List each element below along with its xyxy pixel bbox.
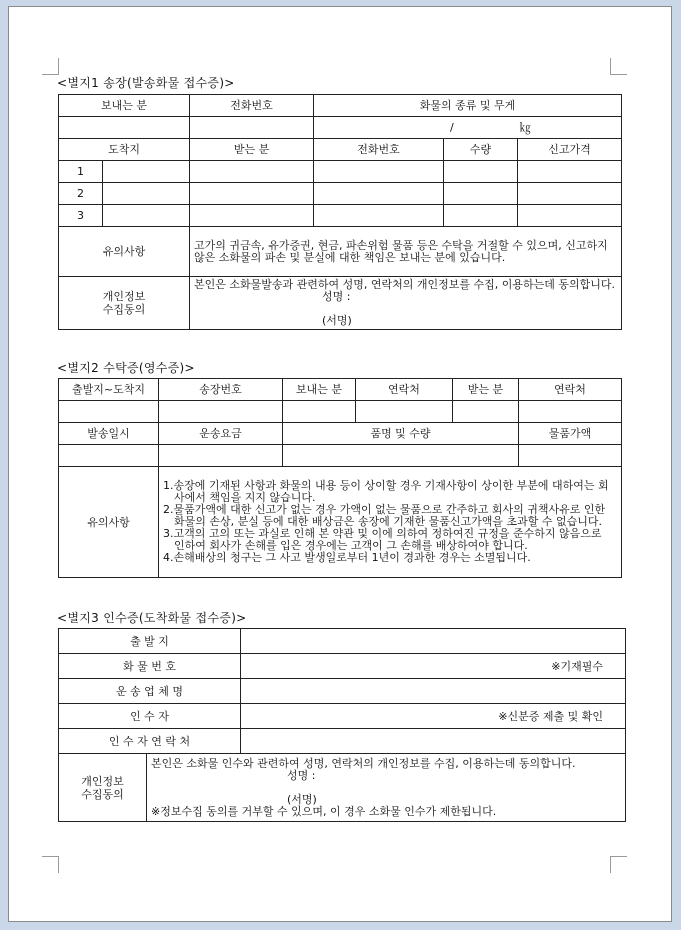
value-cell[interactable] [519, 445, 622, 467]
sign-seal-label: (서명) [322, 314, 352, 327]
phone-cell[interactable] [314, 205, 444, 227]
invoice-cell[interactable] [159, 401, 283, 423]
weight-slash: / [450, 121, 454, 134]
receiver-cell[interactable] [190, 183, 314, 205]
origin-cell[interactable] [241, 629, 626, 654]
goods-weight-cell[interactable] [314, 117, 622, 139]
notice-item-1: 1.송장에 기재된 사항과 화물의 내용 등이 상이할 경우 기재사항이 상이한 부분에 대하여는 회사에서 책임을 지지 않습니다. [163, 479, 609, 504]
fee-cell[interactable] [159, 445, 283, 467]
cargo-number-note: ※기재필수 [551, 659, 603, 673]
row-number: 1 [59, 161, 103, 183]
phone-cell[interactable] [314, 183, 444, 205]
header-contact2: 연락처 [519, 379, 622, 401]
phone-cell[interactable] [190, 117, 314, 139]
form3-title: <별지3 인수증(도착화물 접수증)> [57, 611, 247, 625]
header-destination: 도착지 [59, 139, 190, 161]
margin-mark-bottom-right [610, 856, 627, 873]
recipient-cell[interactable] [241, 704, 626, 729]
margin-mark-top-left [42, 58, 59, 75]
form3-table [58, 628, 626, 822]
margin-mark-bottom-left [42, 856, 59, 873]
table-row [59, 183, 622, 205]
label-recipient-contact: 인 수 자 연 락 처 [59, 729, 241, 754]
table-row [59, 161, 622, 183]
phone-cell[interactable] [314, 161, 444, 183]
label-recipient: 인 수 자 [59, 704, 241, 729]
sign-name-label: 성명 : [287, 768, 316, 782]
notice-list-cell [159, 467, 622, 578]
header-quantity: 수량 [444, 139, 518, 161]
header-receiver: 받는 분 [453, 379, 519, 401]
label-origin: 출 발 지 [59, 629, 241, 654]
destination-cell[interactable] [103, 183, 190, 205]
form1-title: <별지1 송장(발송화물 접수증)> [57, 76, 235, 90]
price-cell[interactable] [518, 205, 622, 227]
header-goods: 화물의 종류 및 무게 [314, 95, 622, 117]
consent-label-line2: 수집동의 [81, 787, 124, 801]
signature-line [194, 291, 617, 327]
consent-text-cell [147, 754, 626, 822]
contact2-cell[interactable] [519, 401, 622, 423]
header-sender: 보내는 분 [59, 95, 190, 117]
header-route: 출발지~도착지 [59, 379, 159, 401]
margin-mark-top-right [610, 58, 627, 75]
row-number: 3 [59, 205, 103, 227]
contact-cell[interactable] [356, 401, 453, 423]
notice-item-4: 4.손해배상의 청구는 그 사고 발생일로부터 1년이 경과한 경우는 소멸됩니다. [163, 551, 531, 564]
consent-label [59, 277, 190, 330]
table-row [59, 205, 622, 227]
price-cell[interactable] [518, 183, 622, 205]
item-cell[interactable] [283, 445, 519, 467]
consent-text: 본인은 소화물 인수와 관련하여 성명, 연락처의 개인정보를 수집, 이용하는데 동의합니다. [151, 756, 576, 770]
quantity-cell[interactable] [444, 205, 518, 227]
label-cargo-number: 화 물 번 호 [59, 654, 241, 679]
sign-seal-label: (서명) [287, 792, 317, 806]
destination-cell[interactable] [103, 205, 190, 227]
cargo-number-cell[interactable] [241, 654, 626, 679]
header-date: 발송일시 [59, 423, 159, 445]
consent-label-line1: 개인정보 [81, 774, 124, 788]
consent-label-line2: 수집동의 [102, 303, 146, 316]
header-value: 물품가액 [519, 423, 622, 445]
header-fee: 운송요금 [159, 423, 283, 445]
notice-list [163, 480, 615, 564]
header-phone: 전화번호 [190, 95, 314, 117]
carrier-cell[interactable] [241, 679, 626, 704]
row-number: 2 [59, 183, 103, 205]
header-receiver: 받는 분 [190, 139, 314, 161]
header-phone2: 전화번호 [314, 139, 444, 161]
form1-table [58, 94, 622, 330]
quantity-cell[interactable] [444, 161, 518, 183]
consent-label-line1: 개인정보 [102, 290, 146, 303]
form2-table [58, 378, 622, 578]
header-item: 품명 및 수량 [283, 423, 519, 445]
weight-unit: ㎏ [519, 121, 531, 134]
form2-title-text: <별지2 수탁증(영수증)> [57, 361, 195, 375]
receiver-cell[interactable] [190, 205, 314, 227]
notice-item-3: 3.고객의 고의 또는 과실로 인해 본 약관 및 이에 의하여 정하여진 규정을 준수하지 않음으로 인하여 회사가 손해를 입은 경우에는 고객이 그 손해를 배상하여야 합니다. [163, 527, 602, 552]
sign-name-label: 성명 : [322, 290, 351, 303]
form2-title [57, 359, 195, 376]
receiver-cell[interactable] [190, 161, 314, 183]
consent-label [59, 754, 147, 822]
notice-label: 유의사항 [59, 467, 159, 578]
quantity-cell[interactable] [444, 183, 518, 205]
label-carrier: 운 송 업 체 명 [59, 679, 241, 704]
consent-text-cell [190, 277, 622, 330]
header-invoice: 송장번호 [159, 379, 283, 401]
header-declared-price: 신고가격 [518, 139, 622, 161]
notice-text: 고가의 귀금속, 유가증권, 현금, 파손위험 물품 등은 수탁을 거절할 수 있으며, 신고하지 않은 소화물의 파손 및 분실에 대한 책임은 보내는 분에 있습니다. [190, 227, 622, 277]
notice-item-2: 2.물품가액에 대한 신고가 없는 경우 가액이 없는 물품으로 간주하고 회사의 귀책사유로 인한 화물의 손상, 분실 등에 대한 배상금은 송장에 기재한 물품신고가액을 초과할 수 없습니다. [163, 503, 606, 528]
recipient-note: ※신분증 제출 및 확인 [498, 709, 603, 723]
header-contact: 연락처 [356, 379, 453, 401]
signature-line [151, 770, 621, 806]
receiver-cell[interactable] [453, 401, 519, 423]
date-cell[interactable] [59, 445, 159, 467]
sender-cell[interactable] [283, 401, 356, 423]
destination-cell[interactable] [103, 161, 190, 183]
sender-cell[interactable] [59, 117, 190, 139]
route-cell[interactable] [59, 401, 159, 423]
consent-text: 본인은 소화물발송과 관련하여 성명, 연락처의 개인정보를 수집, 이용하는데 동의합니다. [194, 278, 616, 291]
recipient-contact-cell[interactable] [241, 729, 626, 754]
price-cell[interactable] [518, 161, 622, 183]
notice-label: 유의사항 [59, 227, 190, 277]
header-sender: 보내는 분 [283, 379, 356, 401]
refuse-note: ※정보수집 동의를 거부할 수 있으며, 이 경우 소화물 인수가 제한됩니다. [151, 804, 497, 818]
